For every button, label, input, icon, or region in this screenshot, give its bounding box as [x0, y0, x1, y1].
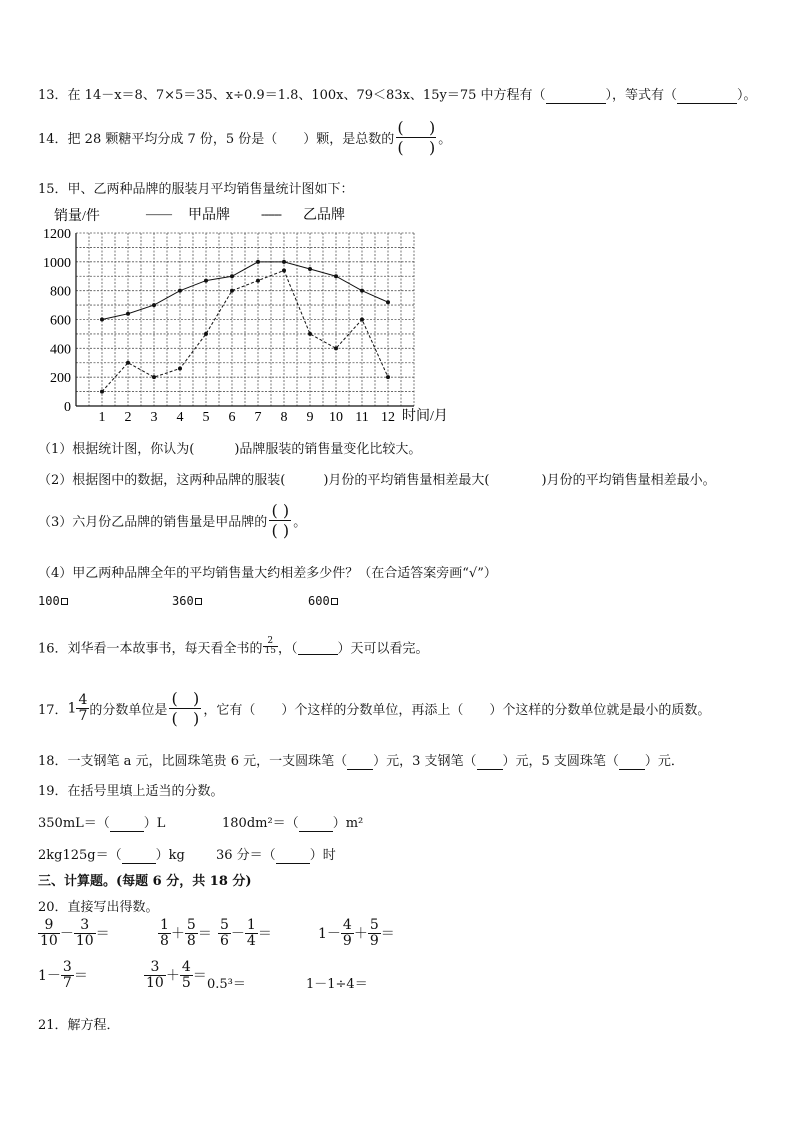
q15-s4-text: （4）甲乙两种品牌全年的平均销售量大约相差多少件？（在合适答案旁画“√”） [38, 566, 497, 581]
data-point-yi [230, 289, 234, 293]
q20-expr-7: 0.5³＝ [207, 977, 246, 992]
data-point-yi [282, 268, 286, 272]
data-point-jia [178, 289, 182, 293]
frac [74, 918, 96, 948]
eq: ＝ [95, 926, 110, 943]
q16-suffix: ）天可以看完。 [337, 641, 429, 657]
frac [61, 960, 74, 990]
q19-r2a-end: ）kg [155, 848, 185, 863]
data-point-yi [100, 390, 104, 394]
data-point-yi [308, 332, 312, 336]
frac [368, 918, 381, 948]
num: 5 [369, 917, 379, 933]
data-point-yi [360, 318, 364, 322]
q15-s1-text-b: )品牌服装的销售量变化比较大。 [234, 442, 422, 457]
x-tick-label: 8 [280, 410, 288, 425]
q17-text-b: ，它有（ ）个这样的分数单位，再添上（ ）个这样的分数单位就是最小的质数。 [203, 703, 711, 718]
data-point-yi [334, 346, 338, 350]
q16-prefix: 16．刘华看一本故事书，每天看全书的 [38, 641, 263, 657]
lead: 1－ [38, 968, 61, 985]
op: ＋ [170, 926, 185, 943]
q20-expr-3 [218, 918, 272, 948]
q19-blank-3[interactable] [122, 848, 156, 864]
question-15-title: 15．甲、乙两种品牌的服装月平均销售量统计图如下： [38, 182, 354, 197]
op: － [230, 926, 245, 943]
q19-row-2 [38, 844, 336, 864]
option-100[interactable] [38, 594, 68, 608]
q20-expr-8: 1－1÷4＝ [306, 977, 368, 992]
option-100-checkbox[interactable] [61, 598, 68, 605]
q15-s1-text-a: （1）根据统计图，你认为( [38, 442, 195, 457]
q20-expr-6 [144, 960, 207, 990]
q15-sub-2 [38, 469, 716, 488]
q15-s1-blank[interactable] [194, 442, 234, 457]
q19-blank-2[interactable] [299, 816, 333, 832]
x-tick-label: 6 [228, 410, 236, 425]
question-14 [38, 119, 451, 156]
q13-mid: ），等式有（ [605, 88, 678, 103]
q19-r2b-end: ）时 [309, 848, 336, 863]
q15-s2-blank-1[interactable] [285, 473, 323, 488]
q18-text-c: ）元，5 支圆珠笔（ [502, 754, 619, 769]
y-tick-label: 600 [50, 313, 71, 329]
q19-row-2-b [216, 844, 336, 864]
num: 5 [220, 917, 229, 933]
q18-blank-2[interactable] [477, 754, 503, 770]
question-20-title: 20．直接写出得数。 [38, 900, 159, 915]
legend-solid-sample: —— [146, 206, 172, 221]
den: 7 [62, 974, 72, 991]
question-16 [38, 637, 429, 657]
section-3-title: 三、计算题。(每题 6 分，共 18 分) [38, 874, 252, 889]
data-point-yi [256, 279, 260, 283]
series-line-jia [102, 262, 388, 320]
num: 5 [186, 917, 196, 933]
frac [144, 960, 166, 990]
legend-dashed-label: 乙品牌 [303, 208, 345, 223]
data-point-jia [386, 300, 390, 304]
q20-expr-5 [38, 960, 88, 990]
x-tick-label: 5 [202, 410, 210, 425]
x-tick-label: 1 [98, 410, 106, 425]
num: 3 [74, 918, 96, 934]
q19-r2a: 2kg125g＝（ [38, 848, 122, 863]
q19-r1a: 350mL＝（ [38, 816, 110, 831]
op: ＋ [353, 926, 368, 943]
legend-dashed-sample: ------ [261, 206, 281, 221]
data-point-jia [360, 289, 364, 293]
frac [218, 918, 231, 948]
x-tick-label: 12 [381, 410, 395, 425]
option-600-label: 600 [308, 594, 330, 608]
y-tick-label: 400 [50, 342, 71, 358]
q14-suffix: 。 [438, 132, 452, 147]
frac [245, 918, 258, 948]
question-17 [38, 690, 710, 727]
num: 3 [62, 959, 72, 975]
y-tick-label: 1200 [43, 227, 71, 242]
q15-s3-text-a: （3）六月份乙品牌的销售量是甲品牌的 [38, 515, 268, 530]
q19-r1b: 180dm²＝（ [222, 816, 299, 831]
option-600-checkbox[interactable] [331, 598, 338, 605]
q15-s2-blank-2[interactable] [490, 473, 542, 488]
lead: 1－ [318, 926, 341, 943]
eq: ＝ [73, 968, 88, 985]
option-360-label: 360 [172, 594, 194, 608]
x-tick-label: 2 [124, 410, 132, 425]
q19-blank-4[interactable] [276, 848, 310, 864]
q15-sub-3 [38, 502, 306, 539]
q15-s3-fraction-blank[interactable]: $\frac{( )}{( )}$ [267, 502, 293, 539]
q17-whole: 1 [67, 700, 77, 717]
den: 10 [40, 932, 58, 949]
q18-text-b: ）元，3 支钢笔（ [373, 754, 477, 769]
x-tick-label: 10 [329, 410, 343, 425]
q20-expr-2 [158, 918, 212, 948]
q15-sub-1 [38, 438, 421, 457]
data-point-jia [308, 267, 312, 271]
option-600[interactable] [308, 594, 338, 608]
q17-fraction-blank[interactable]: $\frac{( )}{( )}$ [167, 690, 203, 727]
q16-blank[interactable] [298, 639, 338, 655]
q14-fraction-blank[interactable]: $\frac{( )}{( )}$ [397, 118, 436, 157]
data-point-jia [204, 279, 208, 283]
x-tick-label: 11 [355, 410, 369, 425]
chart-ylabel: 销量/件 [54, 209, 100, 224]
q19-blank-1[interactable] [110, 816, 144, 832]
x-tick-label: 4 [176, 410, 184, 425]
num: 1 [160, 917, 169, 933]
q19-row-1-b [222, 812, 363, 832]
den: 6 [220, 932, 229, 949]
eq: ＝ [192, 968, 207, 985]
chart-xlabel: 时间/月 [402, 409, 448, 424]
den: 9 [369, 932, 379, 949]
frac [158, 918, 171, 948]
data-point-jia [334, 274, 338, 278]
data-point-yi [386, 375, 390, 379]
num: 4 [342, 917, 352, 933]
op: － [59, 926, 74, 943]
den: 8 [186, 932, 196, 949]
data-point-yi [204, 332, 208, 336]
q18-text-d: ）元． [644, 754, 684, 769]
option-360[interactable] [172, 594, 202, 608]
data-point-jia [126, 312, 130, 316]
y-tick-label: 1000 [43, 255, 71, 271]
data-point-yi [178, 367, 182, 371]
num: 3 [144, 960, 166, 976]
den: 10 [75, 932, 94, 949]
den: 8 [160, 932, 169, 949]
frac [180, 960, 193, 990]
q16-mid: ，（ [278, 641, 298, 657]
num: 1 [246, 917, 256, 933]
q20-expr-4 [318, 918, 395, 948]
series-line-yi [102, 270, 388, 391]
data-point-jia [100, 318, 104, 322]
q14-prefix: 14．把 28 颗糖平均分成 7 份，5 份是（ ）颗，是总数的 [38, 132, 395, 147]
y-tick-label: 800 [50, 284, 71, 300]
question-19-title: 19．在括号里填上适当的分数。 [38, 784, 224, 799]
legend-solid-label: 甲品牌 [188, 208, 230, 223]
den: 9 [342, 932, 352, 949]
y-tick-label: 200 [50, 371, 71, 387]
x-tick-label: 3 [150, 410, 158, 425]
den: 5 [181, 974, 191, 991]
q13-equality-blank[interactable] [677, 88, 737, 104]
q15-s3-text-b: 。 [293, 515, 307, 530]
q17-frac-den: 7 [78, 708, 88, 724]
data-point-jia [152, 303, 156, 307]
eq: ＝ [197, 926, 212, 943]
frac [341, 918, 354, 948]
data-point-yi [152, 375, 156, 379]
question-13 [38, 84, 757, 104]
data-point-yi [126, 361, 130, 365]
eq: ＝ [257, 926, 272, 943]
option-100-label: 100 [38, 594, 60, 608]
question-18 [38, 750, 684, 770]
frac [38, 918, 60, 948]
option-360-checkbox[interactable] [195, 598, 202, 605]
q17-fraction [76, 693, 89, 723]
q13-suffix: ）。 [737, 88, 757, 103]
x-tick-label: 9 [306, 410, 314, 425]
q19-r1b-end: ）m² [332, 816, 364, 831]
q20-expr-1 [38, 918, 110, 948]
q13-equation-blank[interactable] [546, 88, 606, 104]
q18-blank-3[interactable] [619, 754, 645, 770]
q15-s2-text-c: )月份的平均销售量相差最小。 [541, 473, 716, 488]
eq: ＝ [380, 926, 395, 943]
q19-r1a-end: ）L [143, 816, 166, 831]
q16-frac-den: 15 [264, 646, 276, 657]
frac [185, 918, 198, 948]
q18-blank-1[interactable] [347, 754, 373, 770]
data-point-jia [282, 260, 286, 264]
den: 4 [246, 932, 256, 949]
q17-frac-num: 4 [78, 692, 88, 709]
q13-prefix: 13．在 14－x＝8、7×5＝35、x÷0.9＝1.8、100x、79＜83x、15y＝75 中方程有（ [38, 88, 546, 103]
question-21-title: 21．解方程． [38, 1018, 120, 1033]
q15-s2-text-b: )月份的平均销售量相差最大( [323, 473, 490, 488]
y-tick-label: 0 [64, 400, 71, 415]
q15-sub-4 [38, 562, 497, 581]
den: 10 [146, 974, 164, 991]
x-tick-label: 7 [254, 410, 262, 425]
op: ＋ [165, 968, 180, 985]
q15-options [38, 594, 330, 608]
q16-frac-num: 2 [263, 637, 278, 647]
q19-row-1 [38, 812, 364, 832]
data-point-jia [230, 274, 234, 278]
q17-text-a: 的分数单位是 [89, 703, 168, 718]
num: 9 [38, 918, 60, 934]
num: 4 [181, 959, 191, 975]
q16-fraction [263, 637, 278, 657]
data-point-jia [256, 260, 260, 264]
q15-s2-text-a: （2）根据图中的数据，这两种品牌的服装( [38, 473, 286, 488]
q18-text-a: 18．一支钢笔 a 元，比圆珠笔贵 6 元，一支圆珠笔（ [38, 754, 348, 769]
q17-prefix: 17． [38, 703, 68, 718]
q19-r2b: 36 分＝（ [216, 848, 276, 863]
